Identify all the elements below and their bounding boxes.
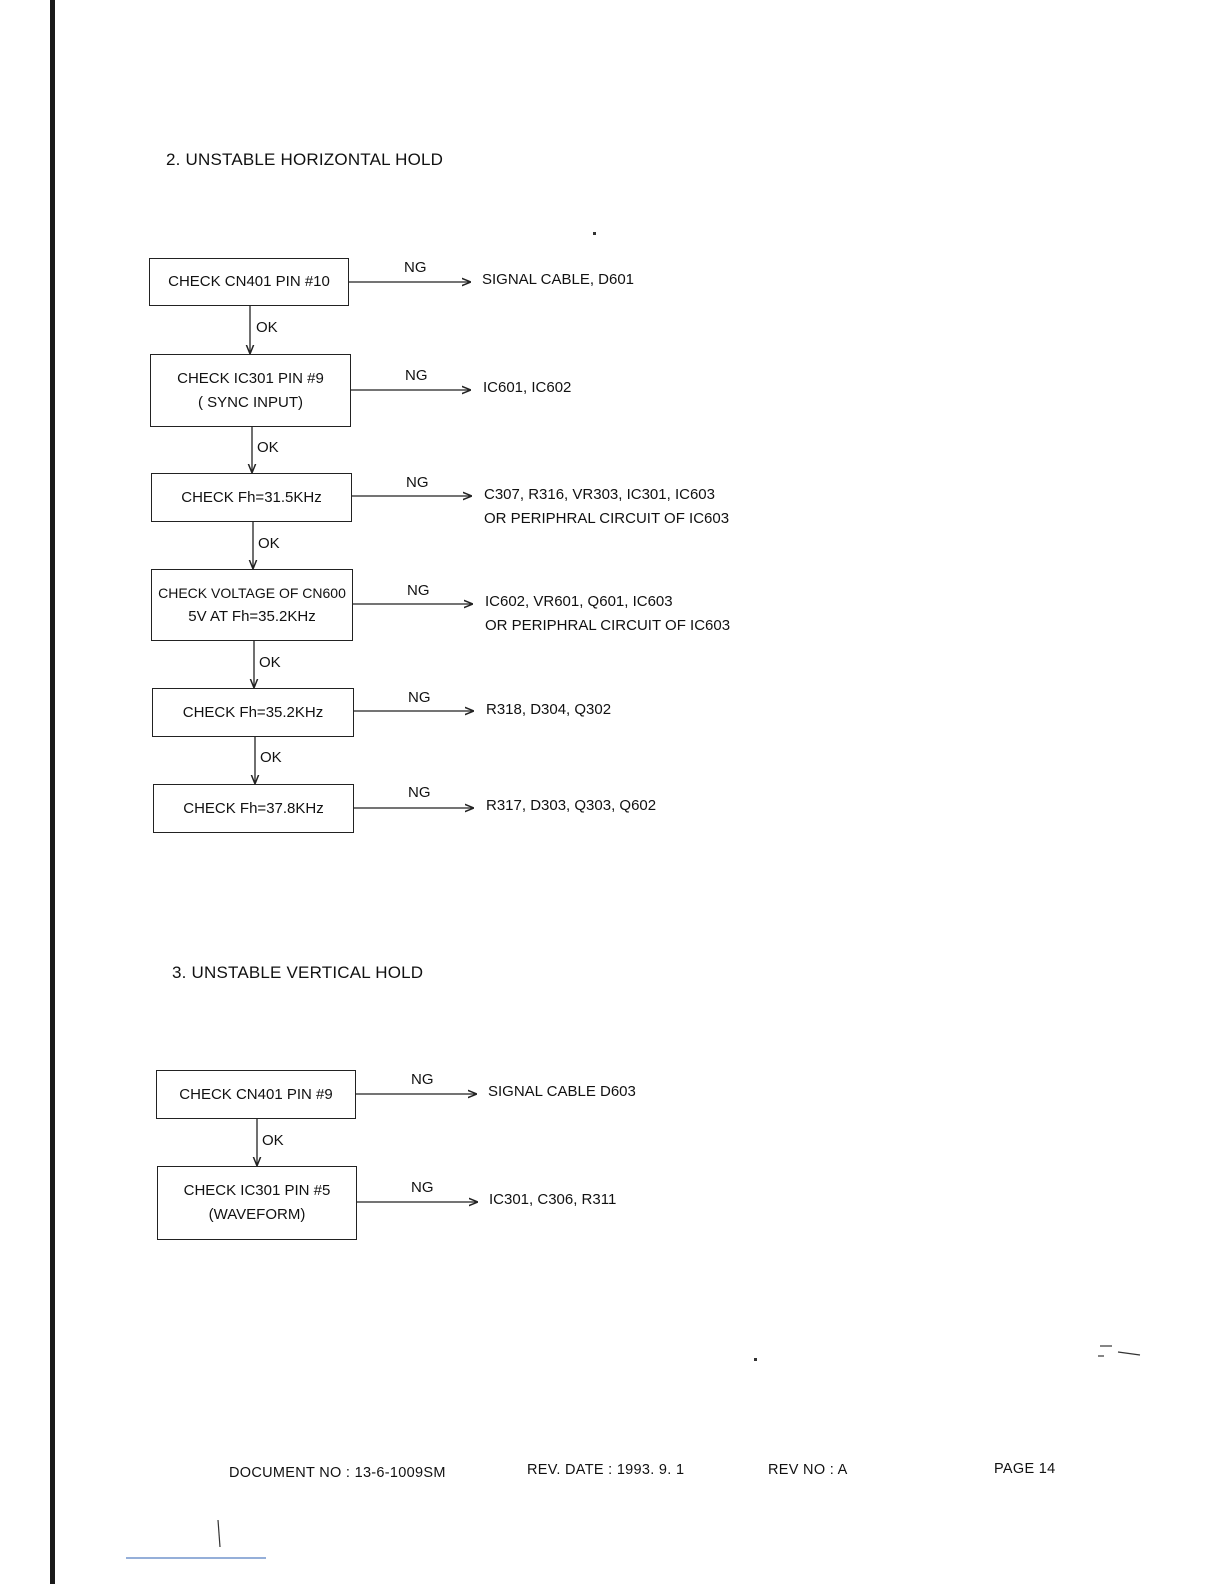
ok-label: OK xyxy=(257,439,279,456)
result-line: OR PERIPHRAL CIRCUIT OF IC603 xyxy=(484,510,730,527)
check-text: ( SYNC INPUT) xyxy=(198,393,303,411)
result-text: IC301, C306, R311 xyxy=(489,1191,617,1208)
result-text: R317, D303, Q303, Q602 xyxy=(486,797,657,814)
check-text: CHECK Fh=35.2KHz xyxy=(182,703,324,721)
ok-label: OK xyxy=(262,1132,284,1149)
ng-label: NG xyxy=(411,1071,434,1088)
ok-label: OK xyxy=(259,654,281,671)
result-line: OR PERIPHRAL CIRCUIT OF IC603 xyxy=(485,617,731,634)
result-text: R318, D304, Q302 xyxy=(486,701,612,718)
check-text: CHECK VOLTAGE OF CN600 xyxy=(158,585,346,601)
check-text: CHECK IC301 PIN #5 xyxy=(183,1182,331,1199)
check-text: CHECK CN401 PIN #9 xyxy=(179,1085,333,1103)
scan-speck xyxy=(754,1358,757,1361)
scan-speck xyxy=(593,232,596,235)
ng-label: NG xyxy=(411,1179,434,1196)
check-text: CHECK Fh=31.5KHz xyxy=(181,488,322,506)
check-text: (WAVEFORM) xyxy=(208,1206,306,1223)
ng-label: NG xyxy=(407,582,430,599)
ng-label: NG xyxy=(404,259,427,276)
result-text: SIGNAL CABLE D603 xyxy=(488,1083,636,1100)
footer-document-no: DOCUMENT NO : 13-6-1009SM xyxy=(229,1465,446,1481)
ng-label: NG xyxy=(408,689,431,706)
check-text: 5V AT Fh=35.2KHz xyxy=(188,608,316,625)
section-title-vertical: 3. UNSTABLE VERTICAL HOLD xyxy=(172,963,424,982)
scan-mark xyxy=(1118,1352,1140,1355)
footer-page: PAGE 14 xyxy=(994,1461,1056,1477)
check-text: CHECK IC301 PIN #9 xyxy=(177,369,324,387)
footer-rev-date: REV. DATE : 1993. 9. 1 xyxy=(527,1462,685,1478)
ok-label: OK xyxy=(258,535,280,552)
ng-label: NG xyxy=(405,367,428,384)
check-text: CHECK CN401 PIN #10 xyxy=(168,273,330,290)
result-text: SIGNAL CABLE, D601 xyxy=(482,271,635,288)
footer-rev-no: REV NO : A xyxy=(768,1462,848,1478)
result-text: IC601, IC602 xyxy=(483,379,572,396)
ng-label: NG xyxy=(406,474,429,491)
result-line: IC602, VR601, Q601, IC603 xyxy=(485,593,673,610)
check-text: CHECK Fh=37.8KHz xyxy=(183,799,324,817)
section-title-horizontal: 2. UNSTABLE HORIZONTAL HOLD xyxy=(166,150,444,169)
ng-label: NG xyxy=(408,784,431,801)
ok-label: OK xyxy=(260,749,282,766)
ok-label: OK xyxy=(256,319,278,336)
scan-mark xyxy=(218,1520,220,1547)
result-line: C307, R316, VR303, IC301, IC603 xyxy=(484,486,715,503)
